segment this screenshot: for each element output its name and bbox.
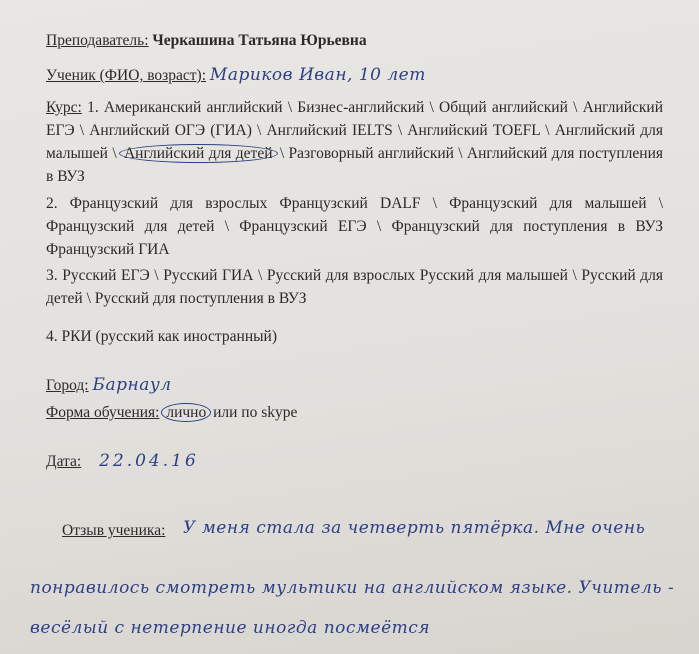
city-value: Барнаул	[92, 375, 172, 395]
date-label: Дата:	[46, 453, 82, 470]
review-line-2: понравилось смотреть мультики на английском языке. Учитель -	[30, 578, 675, 598]
course-option-3: 3. Русский ЕГЭ \ Русский ГИА \ Русский для взрослых Русский для малышей \ Русский для детей \ Русский для поступления в ВУЗ	[46, 267, 663, 307]
course-option-2: 2. Французский для взрослых Французский DALF \ Французский для малышей \ Французский для детей \ Французский ЕГЭ \ Французский для поступления в ВУЗ Французский ГИА	[46, 195, 663, 258]
course-option-4: 4. РКИ (русский как иностранный)	[46, 328, 277, 345]
city-row	[46, 374, 172, 397]
form-rest: или по skype	[213, 404, 298, 421]
course-label: Курс:	[46, 99, 82, 116]
form-row	[46, 402, 297, 424]
teacher-row	[46, 30, 367, 52]
teacher-label: Преподаватель:	[46, 32, 149, 49]
form-selected-option: лично	[161, 403, 211, 422]
review-row	[62, 520, 165, 542]
student-label: Ученик (ФИО, возраст):	[46, 67, 207, 84]
review-label: Отзыв ученика:	[62, 522, 166, 539]
student-value: Мариков Иван, 10 лет	[209, 65, 426, 85]
course-option-1-text-b: \ Разговорный английский \ Английский для поступления в ВУЗ	[46, 145, 663, 185]
course-selected-option: Английский для детей	[119, 144, 278, 163]
course-option-1	[46, 96, 663, 188]
student-row	[46, 64, 426, 87]
city-label: Город:	[46, 377, 89, 394]
date-row	[46, 450, 199, 473]
teacher-name: Черкашина Татьяна Юрьевна	[152, 32, 367, 49]
date-value: 22.04.16	[99, 451, 199, 471]
form-label: Форма обучения:	[46, 404, 160, 421]
review-line-3: весёлый с нетерпение иногда посмеётся	[30, 618, 431, 638]
review-line-1: У меня стала за четверть пятёрка. Мне очень	[183, 518, 646, 538]
course-option-1-text-a: 1. Американский английский \ Бизнес-английский \ Общий английский \ Английский ЕГЭ \ Английский ОГЭ (ГИА) \ Английский IELTS \ Английский TOEFL \ Английский для малышей \	[46, 99, 664, 162]
